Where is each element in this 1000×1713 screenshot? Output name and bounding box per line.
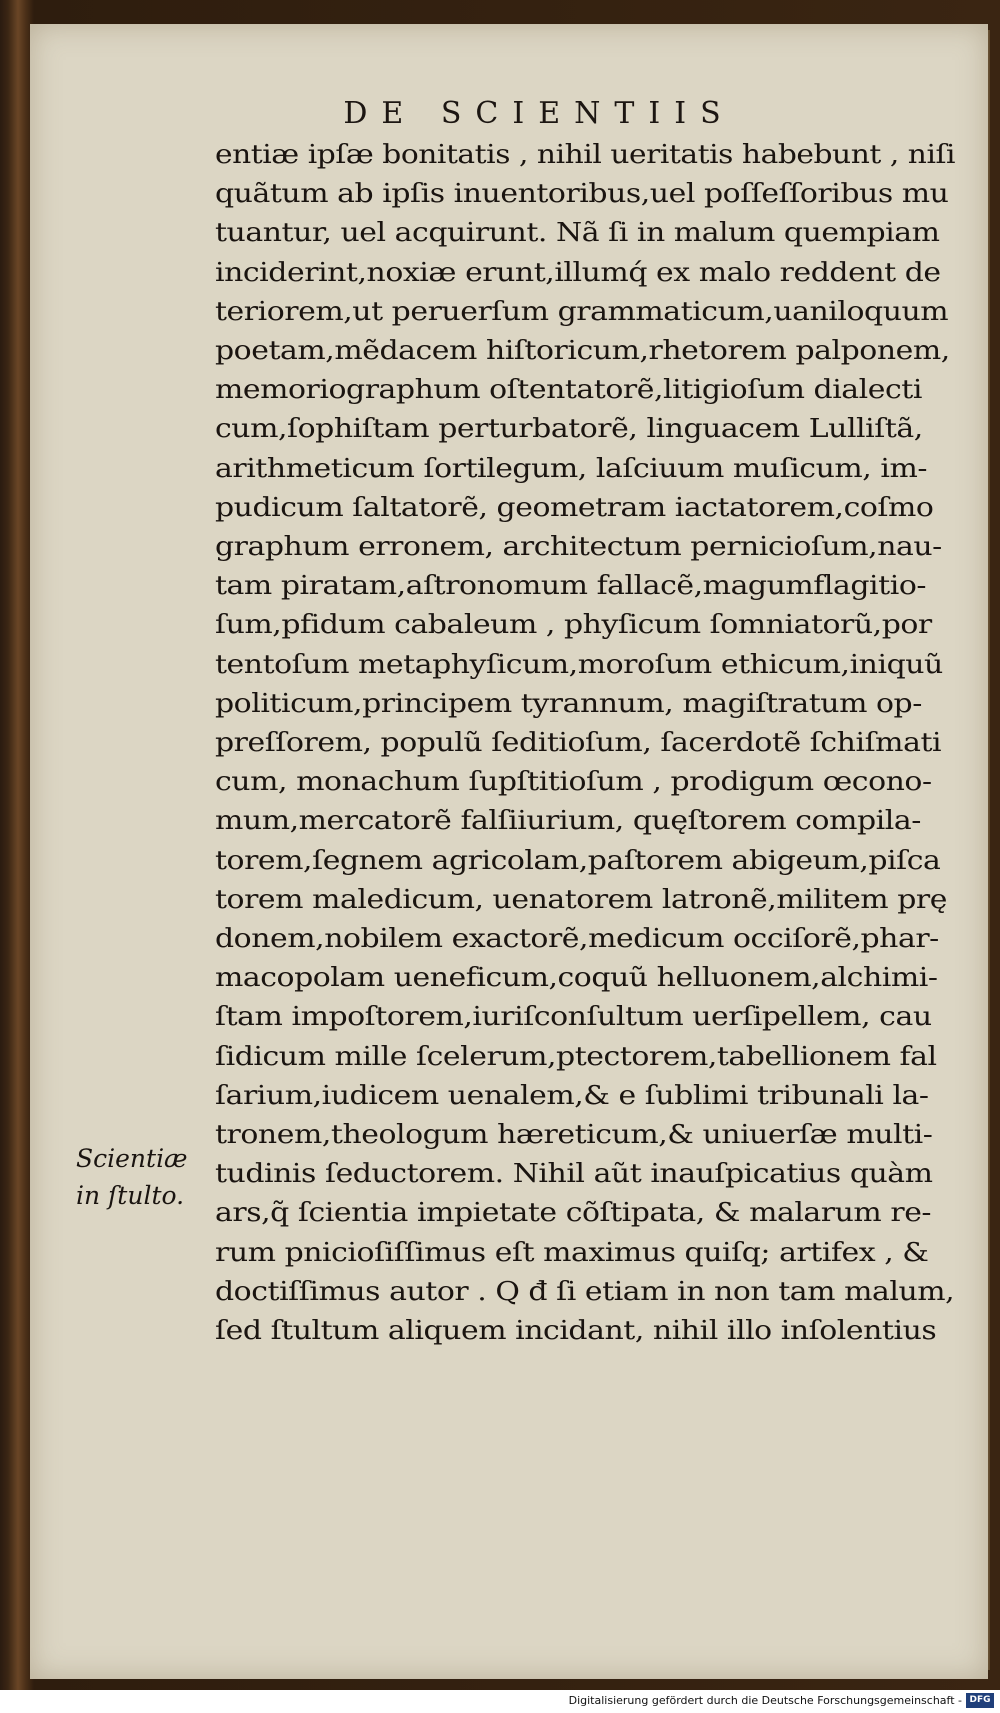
marginal-note-line: in ſtulto. [76, 1181, 185, 1210]
text-line: tentoſum metaphyſicum,moroſum ethicum,iniquũ [215, 649, 943, 680]
text-line: graphum erronem, architectum pernicioſum,nau- [215, 532, 942, 563]
marginal-note-line: Scientiæ [76, 1144, 188, 1173]
text-line: pudicum ſaltatorẽ, geometram iactatorem,coſmo [215, 492, 934, 523]
text-line: cum,ſophiſtam perturbatorẽ, linguacem Lulliſtã, [215, 414, 923, 445]
text-line: poetam,mẽdacem hiſtoricum,rhetorem palponem, [215, 336, 950, 367]
text-line: politicum,principem tyrannum, magiſtratum op- [215, 688, 922, 719]
body-text [215, 136, 965, 1351]
text-line: torem maledicum, uenatorem latronẽ,militem prę [215, 884, 947, 915]
text-line: ſed ſtultum aliquem incidant, nihil illo inſolentius [215, 1316, 937, 1347]
footer-bar [0, 1690, 1000, 1713]
text-line: macopolam ueneficum,coquũ helluonem,alchimi- [215, 963, 938, 994]
text-line: mum,mercatorẽ falſiiurium, quęſtorem compila- [215, 806, 921, 837]
running-head: DE SCIENTIIS [343, 96, 735, 131]
text-line: tuantur, uel acquirunt. Nã ſi in malum quempiam [215, 218, 940, 249]
text-line: rum pnicioſiſſimus eſt maximus quiſq; artifex , & [215, 1237, 929, 1268]
text-line: ars,q̃ ſcientia impietate cõſtipata, & malarum re- [215, 1198, 932, 1229]
text-line: tronem,theologum hæreticum,& uniuerſæ multi- [215, 1120, 933, 1151]
text-line: donem,nobilem exactorẽ,medicum occiſorẽ,phar- [215, 924, 939, 955]
book-page [30, 24, 988, 1679]
text-line: doctiſſimus autor . Q đ ſi etiam in non tam malum, [215, 1276, 955, 1307]
text-line: torem,ſegnem agricolam,paſtorem abigeum,piſca [215, 845, 941, 876]
text-line: tudinis ſeductorem. Nihil aũt inauſpicatius quàm [215, 1159, 933, 1190]
dfg-logo-icon: DFG [966, 1693, 994, 1708]
text-line: ſtam impoſtorem,iuriſconſultum uerſipellem, cau [215, 1002, 932, 1033]
text-line: preſſorem, populũ ſeditioſum, ſacerdotẽ ſchiſmati [215, 728, 942, 759]
text-line: ſum,pfidum cabaleum , phyſicum ſomniatorũ,por [215, 610, 932, 641]
text-line: ſarium,iudicem uenalem,& e ſublimi tribunali la- [215, 1080, 929, 1111]
text-line: arithmeticum ſortilegum, laſciuum muſicum, im- [215, 453, 927, 484]
marginal-note [76, 1140, 206, 1214]
text-line: inciderint,noxiæ erunt,illumq́ ex malo reddent de [215, 257, 941, 288]
text-line: entiæ ipſæ bonitatis , nihil ueritatis habebunt , niſi [215, 140, 956, 170]
text-line: tam piratam,aſtronomum fallacẽ,magumflagitio- [215, 571, 927, 602]
funding-credit: Digitalisierung gefördert durch die Deutsche Forschungsgemeinschaft - [568, 1694, 962, 1707]
text-line: teriorem,ut peruerſum grammaticum,uaniloquum [215, 296, 949, 327]
text-line: memoriographum oſtentatorẽ,litigioſum dialecti [215, 375, 922, 406]
text-line: ſidicum mille ſcelerum,ptectorem,tabellionem fal [215, 1041, 937, 1072]
text-line: quãtum ab ipſis inuentoribus,uel poſſeſſoribus mu [215, 179, 949, 210]
text-line: cum, monachum ſupſtitioſum , prodigum œcono- [215, 767, 932, 798]
